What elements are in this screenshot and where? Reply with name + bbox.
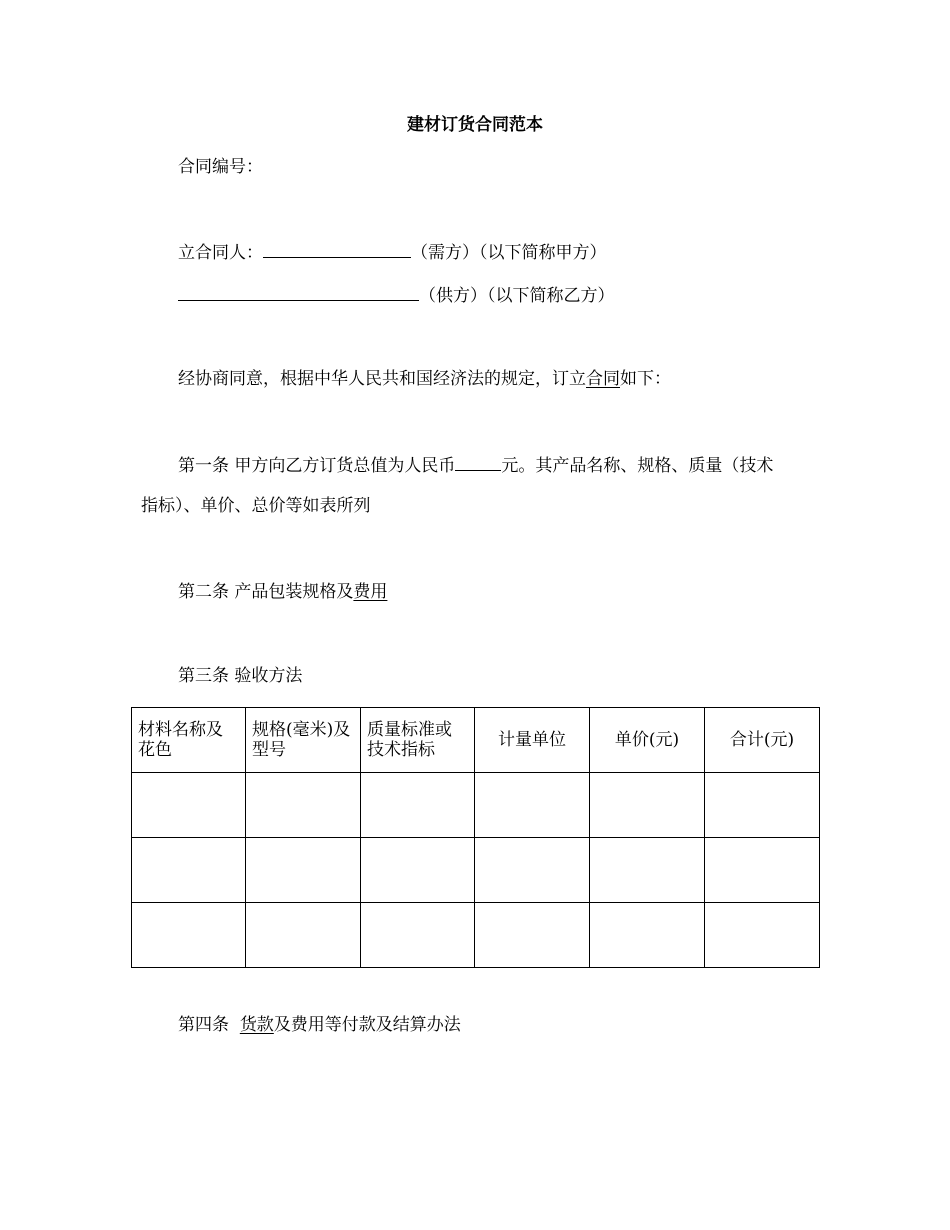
header-material: 材料名称及花色 (132, 708, 246, 773)
party-b-line (178, 286, 615, 305)
product-table (131, 707, 820, 968)
table-cell[interactable] (132, 838, 246, 903)
header-unit: 计量单位 (475, 708, 590, 773)
table-row (132, 838, 820, 903)
contract-number-label: 合同编号： (178, 157, 263, 177)
article-4 (178, 1017, 461, 1034)
intro-text: 经协商同意，根据中华人民共和国经济法的规定，订立 (178, 369, 586, 389)
table-cell[interactable] (590, 903, 705, 968)
table-cell[interactable] (475, 773, 590, 838)
table-row (132, 903, 820, 968)
table-cell[interactable] (590, 838, 705, 903)
article-1-text: 第一条 甲方向乙方订货总值为人民币 (178, 456, 456, 476)
party-a-line (178, 243, 607, 262)
article-4-text: 及费用等付款及结算办法 (273, 1015, 461, 1035)
table-cell[interactable] (361, 773, 475, 838)
article-2-text: 第二条 产品包装规格及 (178, 582, 354, 602)
table-cell[interactable] (361, 903, 475, 968)
table-cell[interactable] (475, 838, 590, 903)
party-label: 立合同人： (178, 243, 263, 263)
article-1-line-1 (178, 456, 773, 475)
header-price: 单价(元) (590, 708, 705, 773)
table-cell[interactable] (246, 838, 361, 903)
table-cell[interactable] (705, 838, 820, 903)
table-cell[interactable] (705, 903, 820, 968)
article-4-prefix: 第四条 (178, 1015, 240, 1035)
fee-link[interactable]: 费用 (353, 582, 388, 602)
header-total: 合计(元) (705, 708, 820, 773)
table-cell[interactable] (246, 903, 361, 968)
amount-blank[interactable] (455, 456, 501, 471)
table-cell[interactable] (475, 903, 590, 968)
article-2 (178, 584, 387, 601)
party-a-blank[interactable] (263, 243, 411, 258)
party-b-suffix: （供方）（以下简称乙方） (419, 286, 615, 306)
table-header-row (132, 708, 820, 773)
intro-paragraph (178, 371, 671, 388)
document-title: 建材订货合同范本 (407, 115, 543, 135)
table-cell[interactable] (132, 903, 246, 968)
header-spec: 规格(毫米)及型号 (246, 708, 361, 773)
payment-link[interactable]: 货款 (239, 1015, 274, 1035)
table-cell[interactable] (705, 773, 820, 838)
table-cell[interactable] (132, 773, 246, 838)
article-1-text-end: 元。其产品名称、规格、质量（技术 (501, 456, 774, 476)
table-cell[interactable] (246, 773, 361, 838)
intro-text-end: 如下： (620, 369, 671, 389)
article-1-line-2: 指标）、单价、总价等如表所列 (141, 496, 371, 516)
party-b-blank[interactable] (178, 286, 419, 301)
table-cell[interactable] (361, 838, 475, 903)
table-row (132, 773, 820, 838)
article-3: 第三条 验收方法 (178, 666, 303, 686)
header-quality: 质量标准或技术指标 (361, 708, 475, 773)
table-cell[interactable] (590, 773, 705, 838)
contract-link[interactable]: 合同 (586, 369, 620, 389)
party-a-suffix: （需方）（以下简称甲方） (411, 243, 607, 263)
